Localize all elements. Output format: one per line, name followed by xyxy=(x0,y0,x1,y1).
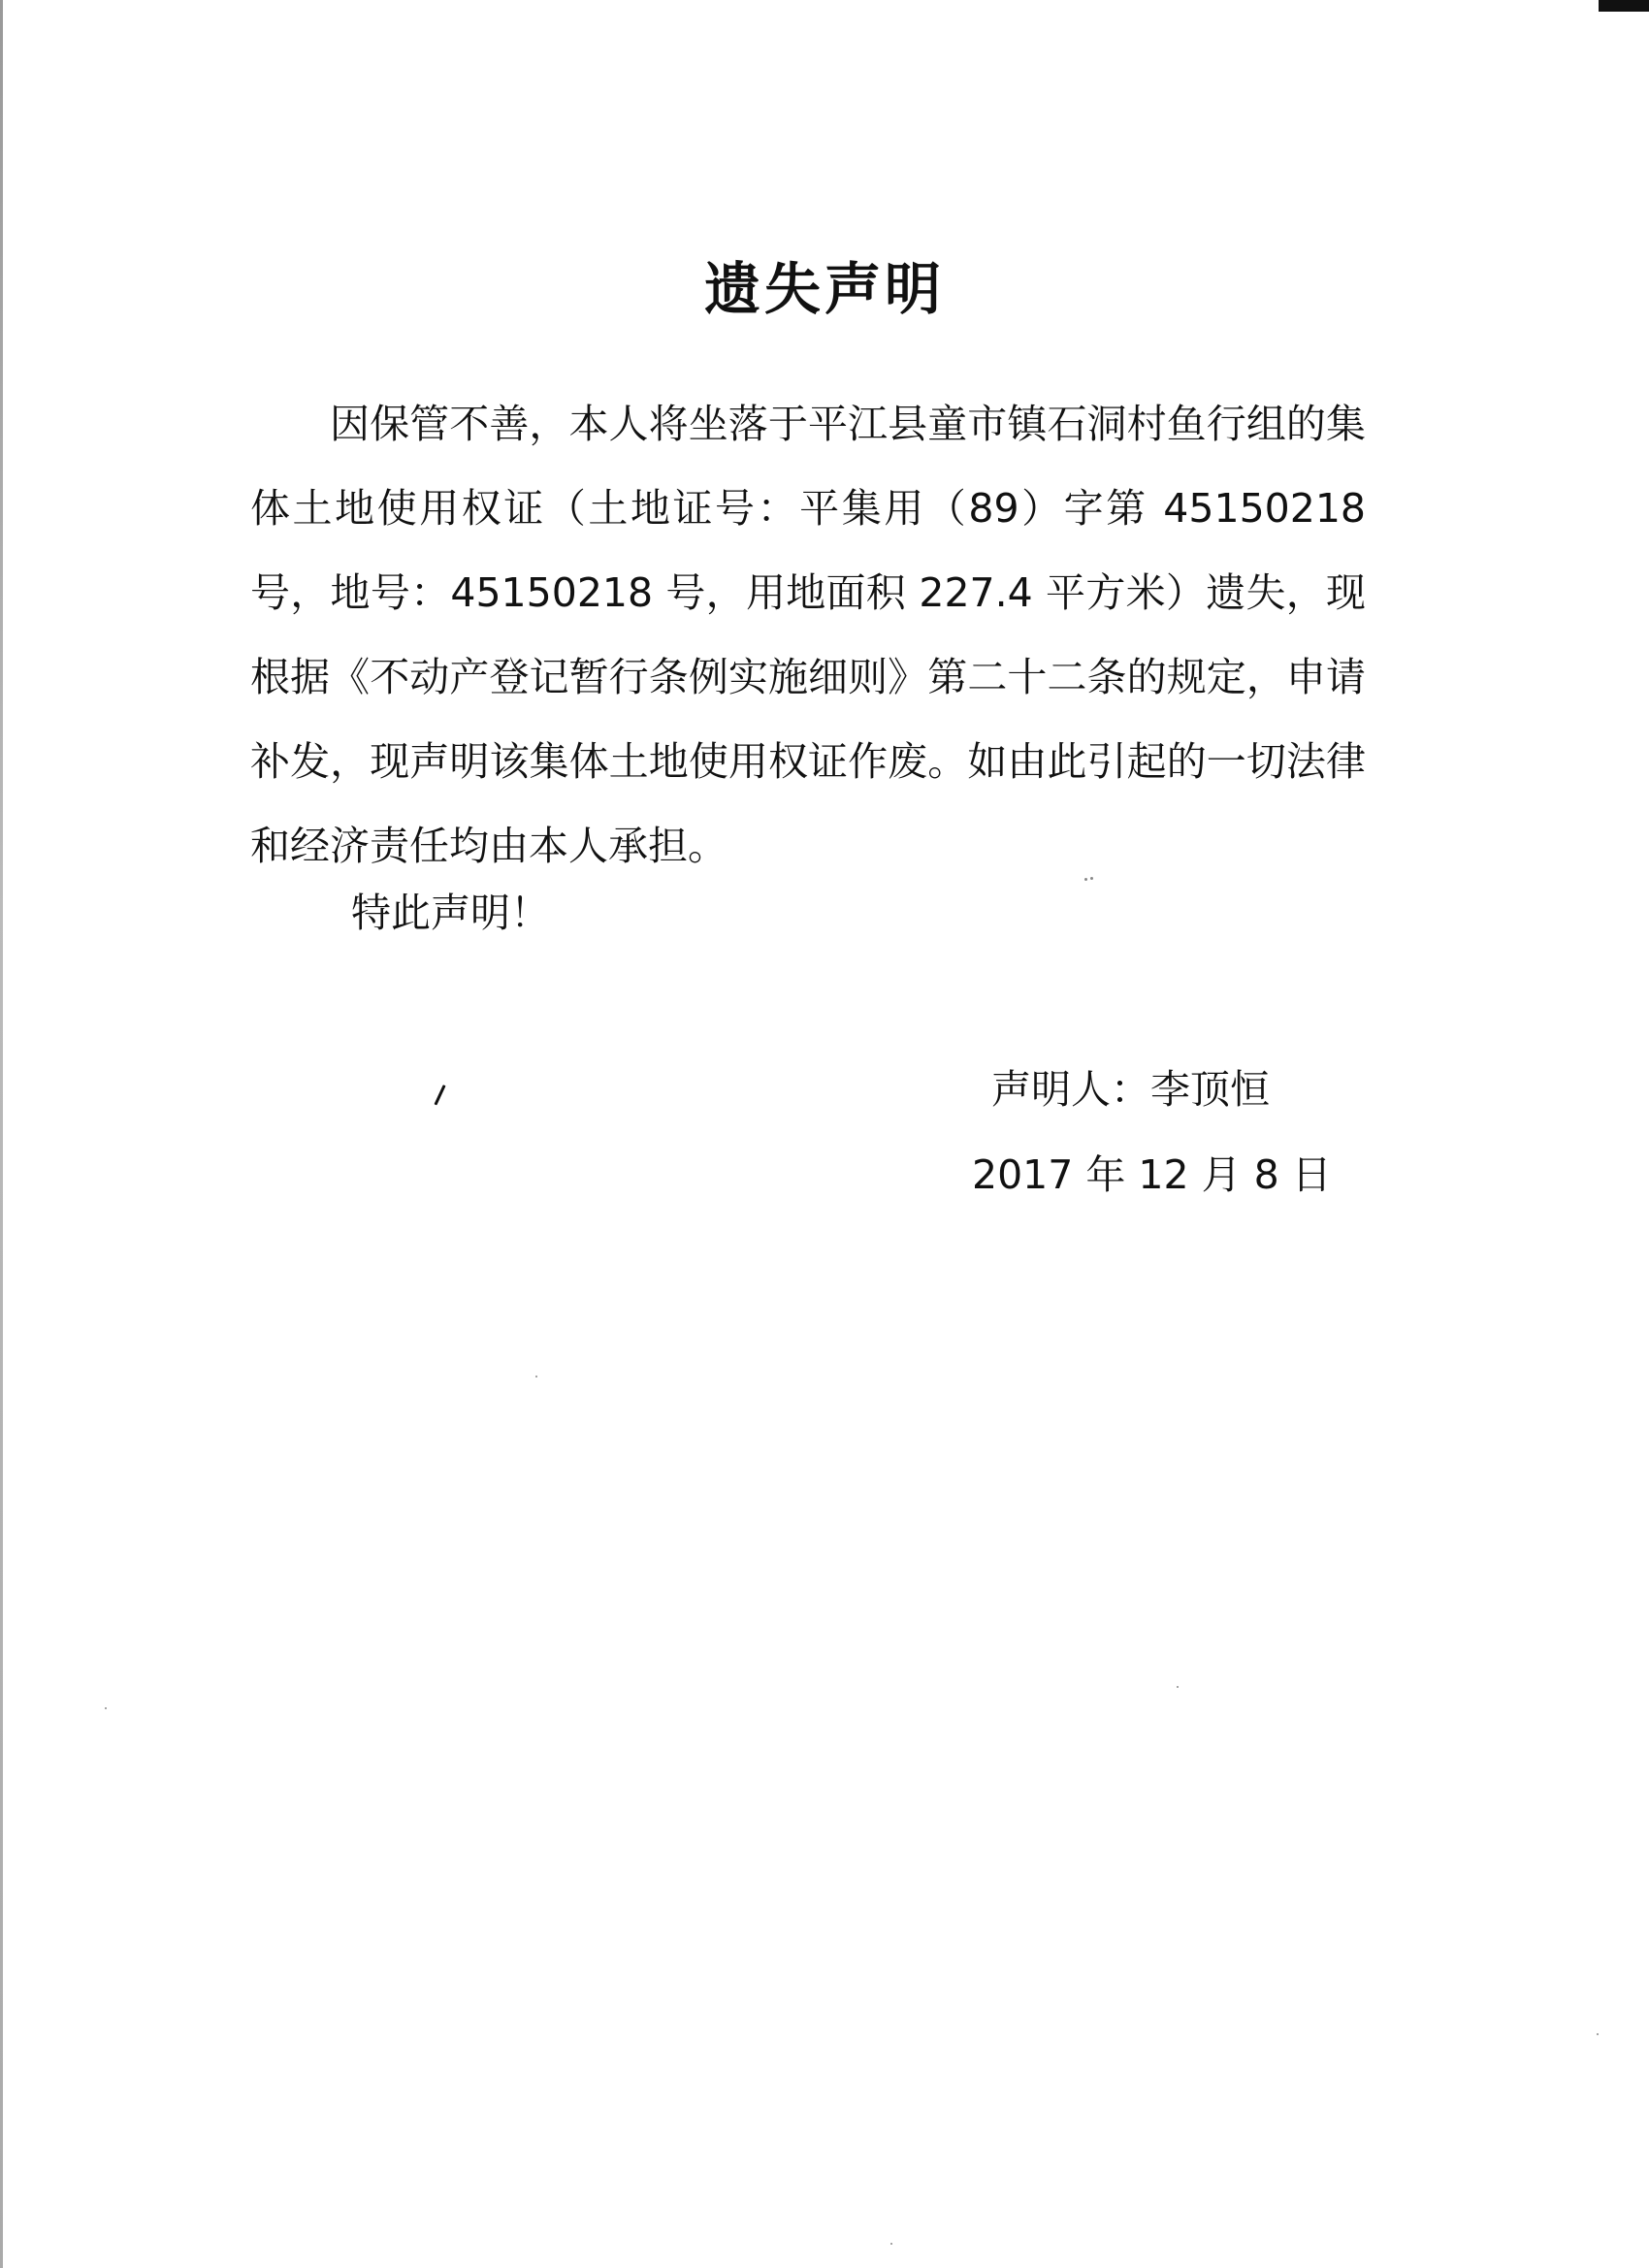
signatory-line: 声明人：李顶恒 xyxy=(991,1066,1270,1113)
scan-edge-shadow xyxy=(0,0,3,2268)
scan-speck xyxy=(105,1707,107,1709)
declaration-date: 2017 年 12 月 8 日 xyxy=(972,1151,1332,1198)
closing-statement: 特此声明！ xyxy=(351,890,550,936)
scan-speck xyxy=(1177,1686,1179,1688)
declaration-body: 因保管不善，本人将坐落于平江县童市镇石洞村鱼行组的集体土地使用权证（土地证号：平集用（89）字第 45150218 号，地号：45150218 号，用地面积 227.4 平方米）遗失，现根据《不动产登记暂行条例实施细则》第二十二条的规定，申请补发，现声明该集体土地使用权证作废。如由此引起的一切法律和经济责任均由本人承担。 xyxy=(250,401,1366,869)
document-title: 遗失声明 xyxy=(703,255,945,322)
scan-speck xyxy=(535,1376,537,1377)
scan-speck xyxy=(890,2243,892,2245)
scan-speck xyxy=(1597,2033,1599,2035)
scan-edge-artifact xyxy=(1599,0,1649,12)
pen-mark xyxy=(433,1084,448,1106)
